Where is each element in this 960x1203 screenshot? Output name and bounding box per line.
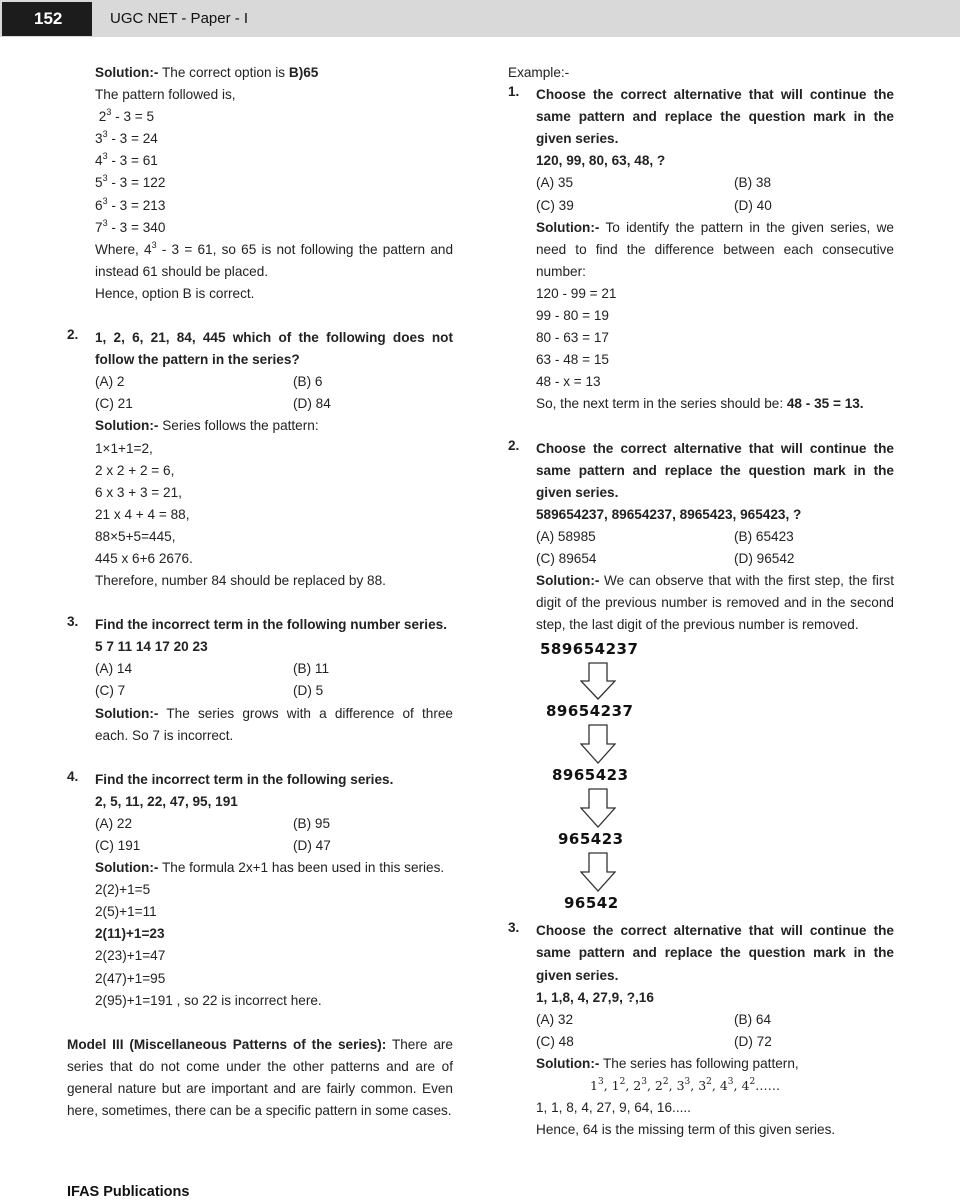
conclusion-e3: Hence, 64 is the missing term of this given series.	[536, 1122, 836, 1138]
question-3: 3. Find the incorrect term in the following number series.	[67, 614, 447, 633]
pattern-row: $5^3 - 3 = 122$	[95, 173, 166, 191]
header-title: UGC NET - Paper - I	[110, 10, 249, 27]
step: 2(95)+1=191 , so 22 is incorrect here.	[95, 992, 322, 1008]
solution-4: Solution:- The formula 2x+1 has been used in this series.	[95, 860, 445, 876]
options-row: (A) 58985 (B) 65423	[536, 528, 794, 544]
series: 589654237, 89654237, 8965423, 965423, ?	[536, 506, 802, 522]
options-row: (C) 7 (D) 5	[95, 683, 324, 699]
options-row: (A) 35 (B) 38	[536, 175, 772, 191]
flow-number: 8965423	[552, 766, 629, 785]
solution-e3: Solution:- The series has following pattern,	[536, 1055, 799, 1071]
conclusion-2: Therefore, number 84 should be replaced by 88.	[95, 573, 386, 589]
example-3: 3. Choose the correct alternative that will continue the same pattern and replace the question mark in the given series.	[508, 920, 894, 983]
step: 2(11)+1=23	[95, 926, 165, 942]
step: 88×5+5=445,	[95, 528, 176, 544]
down-arrow-icon	[580, 852, 616, 892]
model-iii-paragraph: Model III (Miscellaneous Patterns of the series): There are series that do not come under the other patterns and are of general nature but are important and are fairly common. Even here, sometimes, there can be a specific pattern in some cases.	[67, 1036, 453, 1119]
step: 445 x 6+6 2676.	[95, 550, 193, 566]
step: 48 - x = 13	[536, 374, 601, 390]
step: 2(2)+1=5	[95, 882, 151, 898]
step: 63 - 48 = 15	[536, 352, 609, 368]
down-arrow-icon	[580, 724, 616, 764]
flow-number: 965423	[558, 830, 624, 849]
power-pattern: $1^3$, $1^2$, $2^3$, $2^2$, $3^3$, $3^2$, $4^3$, $4^2\dots\dots$	[590, 1077, 781, 1093]
question-4: 4. Find the incorrect term in the following series.	[67, 768, 394, 787]
down-arrow-icon	[580, 788, 616, 828]
publisher-footer: IFAS Publications	[67, 1184, 190, 1200]
options-row: (C) 191 (D) 47	[95, 838, 331, 853]
solution-e2: Solution:- We can observe that with the first step, the first digit of the previous number is removed and in the second step, the last digit of the previous number is removed.	[536, 573, 894, 633]
left-column	[67, 62, 453, 1122]
step: 2(5)+1=11	[95, 904, 157, 920]
pattern-row: $7^3 - 3 = 340$	[95, 217, 166, 235]
pattern-row: $4^3 - 3 = 61$	[95, 151, 158, 169]
solution-2: Solution:- Series follows the pattern:	[95, 418, 319, 434]
pattern-intro: The pattern followed is,	[95, 87, 236, 103]
step: 2 x 2 + 2 = 6,	[95, 462, 175, 478]
options-row: (C) 48 (D) 72	[536, 1033, 772, 1049]
series: 1, 1,8, 4, 27,9, ?,16	[536, 989, 654, 1005]
options-row: (A) 32 (B) 64	[536, 1011, 772, 1027]
example-2: 2. Choose the correct alternative that will continue the same pattern and replace the question mark in the given series.	[508, 437, 894, 500]
example-label: Example:-	[508, 65, 570, 80]
step: 21 x 4 + 4 = 88,	[95, 506, 190, 522]
down-arrow-icon	[580, 662, 616, 700]
flow-number: 589654237	[540, 640, 639, 659]
page-header	[0, 0, 960, 37]
options-row: (A) 14 (B) 11	[95, 661, 330, 677]
solution-e1: Solution:- To identify the pattern in the given series, we need to find the difference between each consecutive number:	[536, 219, 894, 279]
right-column	[508, 62, 894, 1141]
where-note: Where, $4^3 - 3 = 61$, so 65 is not following the pattern and instead 61 should be placed.	[95, 239, 454, 279]
step: 99 - 80 = 19	[536, 308, 609, 324]
solution-1: Solution:- The correct option is B)65	[95, 65, 319, 80]
step: 120 - 99 = 21	[536, 285, 617, 301]
options-row: (C) 21 (D) 84	[95, 396, 331, 412]
page-number: 152	[2, 2, 92, 36]
conclusion-1: Hence, option B is correct.	[95, 285, 255, 301]
options-row: (C) 39 (D) 40	[536, 197, 772, 213]
question-2: 2. 1, 2, 6, 21, 84, 445 which of the following does not follow the pattern in the series?	[67, 327, 453, 368]
step: 1×1+1=2,	[95, 440, 153, 456]
pattern-row: $3^3 - 3 = 24$	[95, 129, 158, 147]
solution-3: Solution:- The series grows with a difference of three each. So 7 is incorrect.	[95, 705, 453, 743]
digit-removal-diagram	[536, 640, 836, 920]
series: 5 7 11 14 17 20 23	[95, 639, 208, 655]
sequence: 1, 1, 8, 4, 27, 9, 64, 16.....	[536, 1100, 691, 1115]
options-row: (A) 2 (B) 6	[95, 374, 323, 390]
pattern-row: $2^3 - 3 = 5$	[98, 107, 155, 125]
step: 6 x 3 + 3 = 21,	[95, 484, 182, 500]
step: 80 - 63 = 17	[536, 330, 609, 346]
series: 2, 5, 11, 22, 47, 95, 191	[95, 793, 238, 809]
pattern-row: $6^3 - 3 = 213$	[95, 195, 166, 213]
example-1: 1. Choose the correct alternative that will continue the same pattern and replace the question mark in the given series.	[508, 84, 894, 147]
conclusion-e1: So, the next term in the series should be: 48 - 35 = 13.	[536, 396, 864, 412]
series: 120, 99, 80, 63, 48, ?	[536, 153, 666, 169]
options-row: (A) 22 (B) 95	[95, 815, 331, 831]
options-row: (C) 89654 (D) 96542	[536, 550, 795, 566]
step: 2(23)+1=47	[95, 948, 166, 964]
flow-number: 96542	[564, 894, 619, 913]
step: 2(47)+1=95	[95, 970, 166, 986]
flow-number: 89654237	[546, 702, 634, 721]
